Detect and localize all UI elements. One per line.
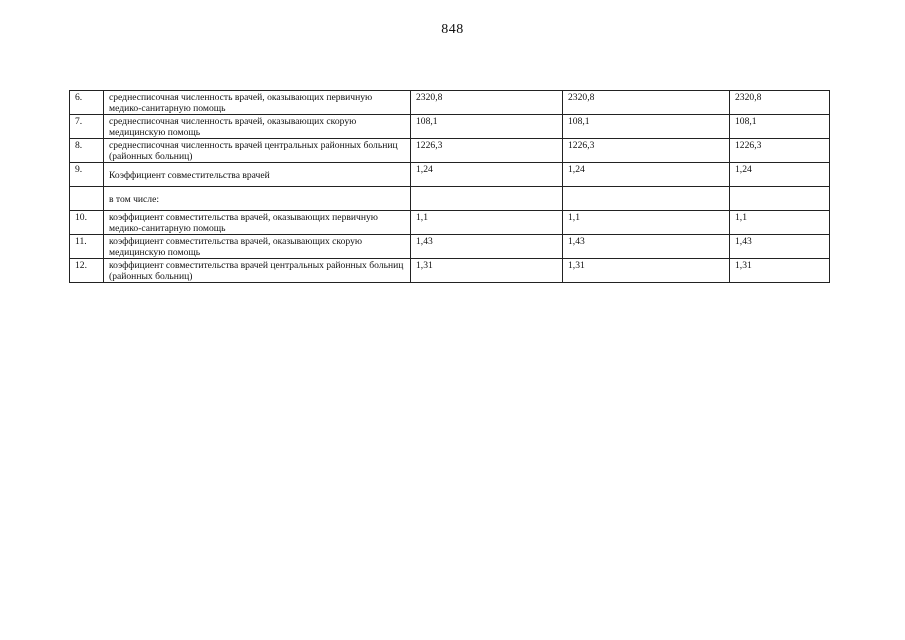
page-number: 848 (441, 22, 464, 37)
table-row (70, 187, 830, 211)
row-value-3: 1,24 (730, 163, 830, 187)
row-value-1 (411, 187, 563, 211)
row-number: 6. (70, 91, 104, 115)
row-value-2: 1,31 (563, 259, 730, 283)
row-value-1: 2320,8 (411, 91, 563, 115)
row-value-1: 108,1 (411, 115, 563, 139)
row-value-2: 1,1 (563, 211, 730, 235)
row-description: среднесписочная численность врачей, оказывающих скорую медицинскую помощь (104, 115, 411, 139)
row-description: коэффициент совместительства врачей, оказывающих первичную медико-санитарную помощь (104, 211, 411, 235)
row-value-2: 1,24 (563, 163, 730, 187)
row-description: среднесписочная численность врачей, оказывающих первичную медико-санитарную помощь (104, 91, 411, 115)
row-value-2: 1226,3 (563, 139, 730, 163)
row-value-2 (563, 187, 730, 211)
row-value-3: 1,31 (730, 259, 830, 283)
table-row (70, 235, 830, 259)
row-value-2: 1,43 (563, 235, 730, 259)
row-value-3: 1226,3 (730, 139, 830, 163)
row-value-1: 1,43 (411, 235, 563, 259)
indicators-table (69, 90, 830, 283)
row-value-1: 1,24 (411, 163, 563, 187)
row-value-1: 1,1 (411, 211, 563, 235)
table-row (70, 259, 830, 283)
row-value-3: 1,43 (730, 235, 830, 259)
row-number: 11. (70, 235, 104, 259)
row-description: коэффициент совместительства врачей, оказывающих скорую медицинскую помощь (104, 235, 411, 259)
row-value-1: 1,31 (411, 259, 563, 283)
table-row (70, 163, 830, 187)
row-value-3: 108,1 (730, 115, 830, 139)
row-value-3: 1,1 (730, 211, 830, 235)
table-row (70, 91, 830, 115)
row-number: 12. (70, 259, 104, 283)
row-value-2: 108,1 (563, 115, 730, 139)
row-description: Коэффициент совместительства врачей (104, 163, 411, 187)
row-value-1: 1226,3 (411, 139, 563, 163)
row-value-3 (730, 187, 830, 211)
row-description: коэффициент совместительства врачей центральных районных больниц (районных больниц) (104, 259, 411, 283)
row-number: 9. (70, 163, 104, 187)
table-row (70, 139, 830, 163)
row-description: среднесписочная численность врачей центральных районных больниц (районных больниц) (104, 139, 411, 163)
row-description: в том числе: (104, 187, 411, 211)
row-value-2: 2320,8 (563, 91, 730, 115)
row-number (70, 187, 104, 211)
row-value-3: 2320,8 (730, 91, 830, 115)
table-row (70, 115, 830, 139)
row-number: 8. (70, 139, 104, 163)
row-number: 7. (70, 115, 104, 139)
row-number: 10. (70, 211, 104, 235)
table-row (70, 211, 830, 235)
